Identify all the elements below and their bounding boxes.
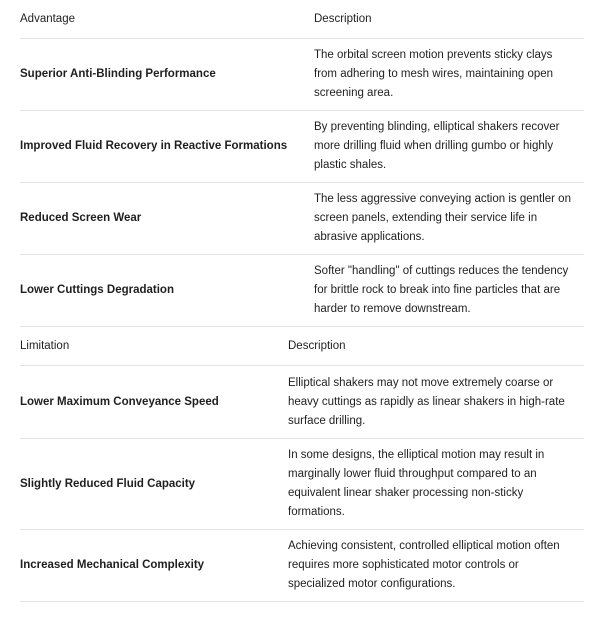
advantage-name: Superior Anti-Blinding Performance [20,39,314,111]
table-row [20,530,584,602]
advantages-table [20,0,584,327]
table-row [20,439,584,530]
table-row [20,366,584,439]
column-header-limitation: Limitation [20,327,288,366]
column-header-advantage: Advantage [20,0,314,39]
advantage-name: Reduced Screen Wear [20,183,314,255]
advantage-name: Improved Fluid Recovery in Reactive Formations [20,111,314,183]
table-header-row [20,0,584,39]
advantage-name: Lower Cuttings Degradation [20,255,314,327]
column-header-description: Description [314,0,584,39]
table-row [20,39,584,111]
table-row [20,183,584,255]
document-content [20,0,584,602]
limitation-description: In some designs, the elliptical motion may result in marginally lower fluid throughput compared to an equivalent linear shaker processing non-sticky formations. [288,439,584,530]
limitation-name: Lower Maximum Conveyance Speed [20,366,288,439]
limitation-description: Elliptical shakers may not move extremely coarse or heavy cuttings as rapidly as linear shakers in high-rate surface drilling. [288,366,584,439]
table-row [20,255,584,327]
limitation-name: Increased Mechanical Complexity [20,530,288,602]
limitation-name: Slightly Reduced Fluid Capacity [20,439,288,530]
advantage-description: By preventing blinding, elliptical shakers recover more drilling fluid when drilling gumbo or highly plastic shales. [314,111,584,183]
column-header-description: Description [288,327,584,366]
advantage-description: Softer "handling" of cuttings reduces the tendency for brittle rock to break into fine particles that are harder to remove downstream. [314,255,584,327]
advantage-description: The orbital screen motion prevents sticky clays from adhering to mesh wires, maintaining open screening area. [314,39,584,111]
table-header-row [20,327,584,366]
table-row [20,111,584,183]
advantage-description: The less aggressive conveying action is gentler on screen panels, extending their service life in abrasive applications. [314,183,584,255]
limitation-description: Achieving consistent, controlled elliptical motion often requires more sophisticated motor controls or specialized motor configurations. [288,530,584,602]
limitations-table [20,327,584,602]
